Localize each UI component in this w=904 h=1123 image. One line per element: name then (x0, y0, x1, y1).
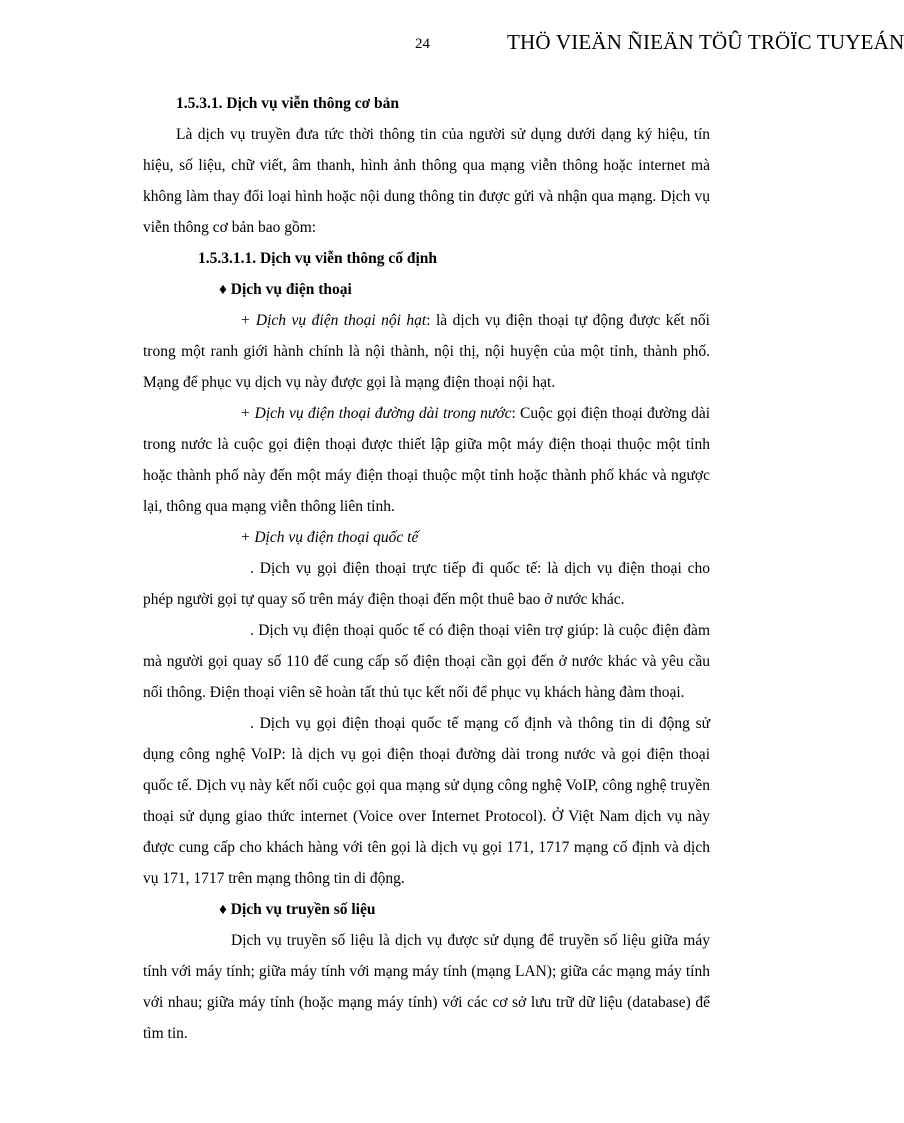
paragraph-quoc-te-3: . Dịch vụ gọi điện thoại quốc tế mạng cố định và thông tin di động sử dụng công nghệ VoIP: là dịch vụ gọi điện thoại đường dài trong nước và gọi điện thoại quốc tế. Dịch vụ này kết nối cuộc gọi qua mạng sử dụng công nghệ VoIP, công nghệ truyền thoại sử dụng giao thức internet (Voice over Internet Protocol). Ở Việt Nam dịch vụ này được cung cấp cho khách hàng với tên gọi là dịch vụ gọi 171, 1717 mạng cố định và dịch vụ 171, 1717 trên mạng thông tin di động. (143, 715, 710, 887)
term-quoc-te: + Dịch vụ điện thoại quốc tế (240, 529, 419, 546)
term-duong-dai: + Dịch vụ điện thoại đường dài trong nước (240, 405, 512, 422)
heading-dich-vu-dien-thoai: ♦ Dịch vụ điện thoại (219, 281, 352, 298)
heading-1-5-3-1-1: 1.5.3.1.1. Dịch vụ viễn thông cố định (198, 250, 438, 267)
paragraph-duong-dai (143, 398, 710, 522)
paragraph-quoc-te-2: . Dịch vụ điện thoại quốc tế có điện thoại viên trợ giúp: là cuộc điện đàm mà người gọi quay số 110 để cung cấp số điện thoại cần gọi đến ở nước khác và yêu cầu nối thông. Điện thoại viên sẽ hoàn tất thủ tục kết nối để phục vụ khách hàng đàm thoại. (143, 622, 710, 701)
heading-truyen-so-lieu: ♦ Dịch vụ truyền số liệu (219, 901, 376, 918)
paragraph-intro: Là dịch vụ truyền đưa tức thời thông tin của người sử dụng dưới dạng ký hiệu, tín hiệu, số liệu, chữ viết, âm thanh, hình ảnh thông qua mạng viễn thông hoặc internet mà không làm thay đổi loại hình hoặc nội dung thông tin được gửi và nhận qua mạng. Dịch vụ viễn thông cơ bản bao gồm: (143, 126, 710, 236)
heading-1-5-3-1: 1.5.3.1. Dịch vụ viễn thông cơ bản (176, 95, 400, 112)
paragraph-quoc-te-1: . Dịch vụ gọi điện thoại trực tiếp đi quốc tế: là dịch vụ điện thoại cho phép người gọi tự quay số trên máy điện thoại đến một thuê bao ở nước khác. (143, 560, 710, 608)
paragraph-quoc-te-heading (143, 522, 710, 553)
text-duong-dai: : Cuộc gọi điện thoại đường dài trong nước là cuộc gọi điện thoại được thiết lập giữa một máy điện thoại thuộc một tỉnh hoặc thành phố này đến một máy điện thoại thuộc một tỉnh hoặc thành phố khác và ngược lại, thông qua mạng viễn thông liên tỉnh. (143, 405, 711, 515)
header-title: THÖ VIEÄN ÑIEÄN TÖÛ TRÖÏC TUYEÁN (507, 30, 904, 54)
page-number: 24 (415, 36, 430, 52)
text-noi-hat: : là dịch vụ điện thoại tự động được kết nối trong một ranh giới hành chính là nội thành, nội thị, nội huyện của một tỉnh, thành phố. Mạng để phục vụ dịch vụ này được gọi là mạng điện thoại nội hạt. (143, 312, 710, 391)
paragraph-noi-hat (143, 305, 710, 398)
document-body (143, 88, 710, 1049)
paragraph-truyen-so-lieu: Dịch vụ truyền số liệu là dịch vụ được sử dụng để truyền số liệu giữa máy tính với máy tính; giữa máy tính với mạng máy tính (mạng LAN); giữa các mạng máy tính với nhau; giữa máy tính (hoặc mạng máy tính) với các cơ sở lưu trữ dữ liệu (database) để tìm tin. (143, 932, 710, 1042)
term-noi-hat: + Dịch vụ điện thoại nội hạt (240, 312, 427, 329)
